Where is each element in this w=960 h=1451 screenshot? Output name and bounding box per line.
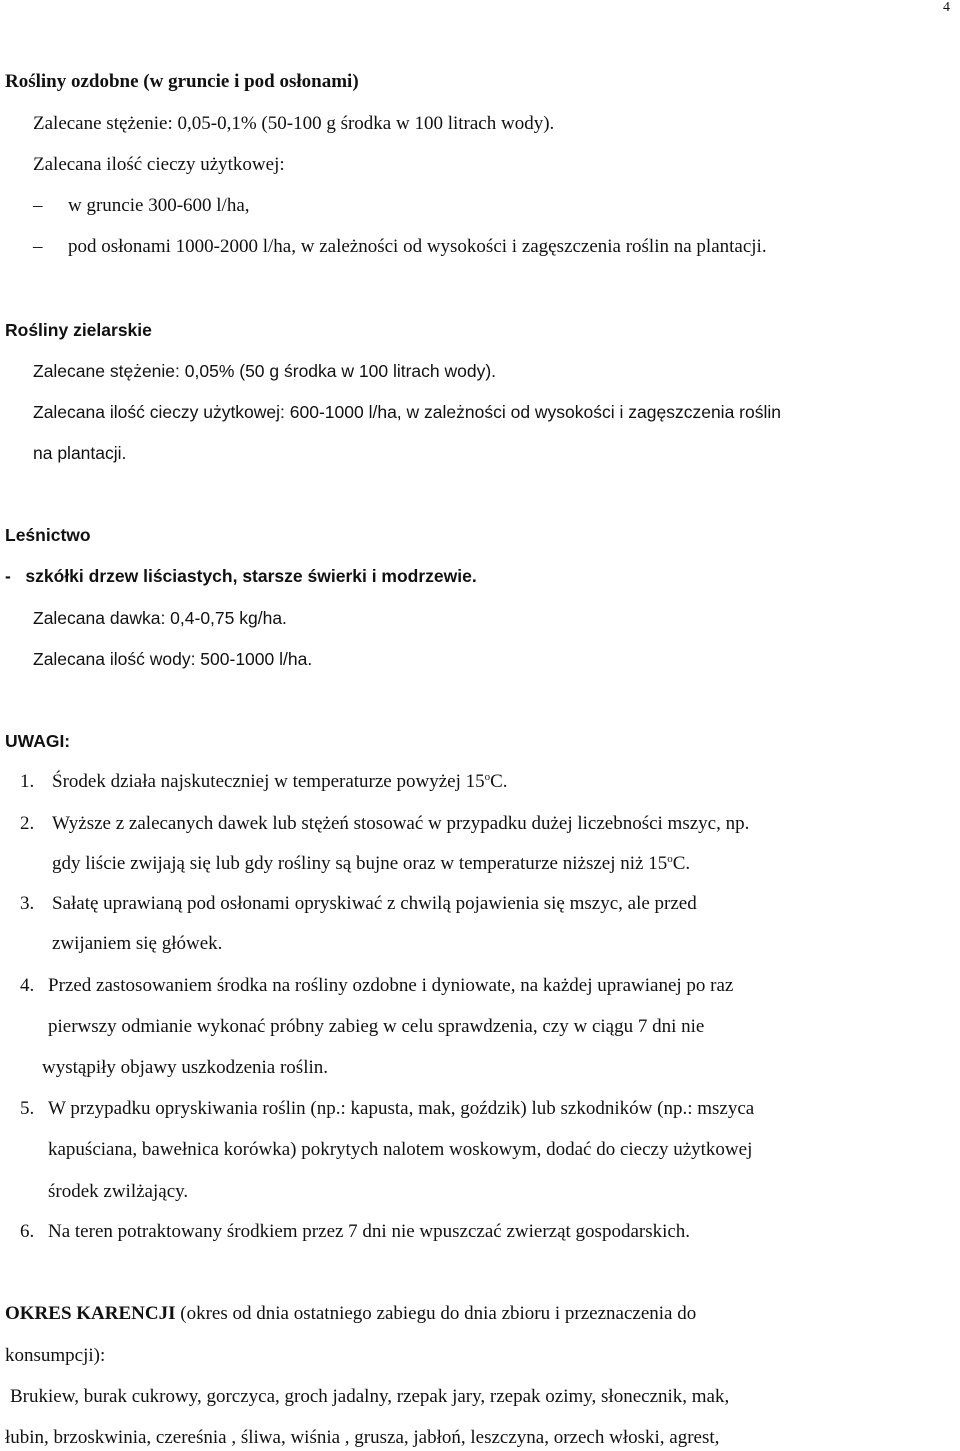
page-number: 4 — [943, 0, 950, 15]
remark-6-line1: Na teren potraktowany środkiem przez 7 dni nie wpuszczać zwierząt gospodarskich. — [48, 1221, 691, 1242]
remark-number: 6. — [20, 1221, 35, 1242]
remark-4-line3: wystąpiły objawy uszkodzenia roślin. — [42, 1057, 329, 1078]
remark-4-line2: pierwszy odmianie wykonać próbny zabieg w celu sprawdzenia, czy w ciągu 7 dni nie — [48, 1016, 705, 1037]
remark-1: Środek działa najskuteczniej w temperaturze powyżej 15$^o$C. — [52, 771, 508, 792]
remark-number: 4. — [20, 975, 35, 996]
remark-5-line3: środek zwilżający. — [48, 1181, 189, 1202]
remark-4-line1: Przed zastosowaniem środka na rośliny ozdobne i dyniowate, na każdej uprawianej po raz — [48, 975, 734, 996]
forestry-item: - szkółki drzew liściastych, starsze świerki i modrzewie. — [5, 566, 477, 586]
remark-number: 3. — [20, 893, 35, 914]
herbs-heading: Rośliny zielarskie — [5, 320, 152, 340]
ornamental-liquid-intro: Zalecana ilość cieczy użytkowej: — [33, 154, 285, 175]
ornamental-heading: Rośliny ozdobne (w gruncie i pod osłonami) — [5, 71, 359, 92]
remark-number: 5. — [20, 1098, 35, 1119]
herbs-liquid-line1: Zalecana ilość cieczy użytkowej: 600-1000 l/ha, w zależności od wysokości i zagęszczenia roślin — [33, 402, 781, 422]
ornamental-concentration: Zalecane stężenie: 0,05-0,1% (50-100 g środka w 100 litrach wody). — [33, 113, 555, 134]
remarks-heading: UWAGI: — [5, 731, 71, 751]
dash-item — [33, 194, 250, 218]
herbs-liquid-line2: na plantacji. — [33, 443, 127, 463]
herbs-concentration: Zalecane stężenie: 0,05% (50 g środka w 100 litrach wody). — [33, 361, 497, 381]
forestry-water: Zalecana ilość wody: 500-1000 l/ha. — [33, 649, 313, 669]
remark-3-line2: zwijaniem się główek. — [52, 933, 223, 954]
dash-bullet: – — [33, 195, 43, 216]
remark-5-line2: kapuściana, bawełnica korówka) pokrytych nalotem woskowym, dodać do cieczy użytkowej — [48, 1139, 753, 1160]
dash-item-text: w gruncie 300-600 l/ha, — [68, 195, 250, 216]
remark-3-line1: Sałatę uprawianą pod osłonami opryskiwać z chwilą pojawienia się mszyc, ale przed — [52, 893, 697, 914]
remark-number: 2. — [20, 813, 35, 834]
waiting-period-crops-line1: Brukiew, burak cukrowy, gorczyca, groch jadalny, rzepak jary, rzepak ozimy, słonecznik, mak, — [10, 1386, 730, 1407]
forestry-heading: Leśnictwo — [5, 525, 91, 545]
waiting-period-heading: OKRES KARENCJI (okres od dnia ostatniego zabiegu do dnia zbioru i przeznaczenia do — [5, 1303, 697, 1324]
remark-2-line1: Wyższe z zalecanych dawek lub stężeń stosować w przypadku dużej liczebności mszyc, np. — [52, 813, 750, 834]
remark-5-line1: W przypadku opryskiwania roślin (np.: kapusta, mak, goździk) lub szkodników (np.: mszyca — [48, 1098, 755, 1119]
waiting-period-crops-line2: łubin, brzoskwinia, czereśnia , śliwa, wiśnia , grusza, jabłoń, leszczyna, orzech włoski, agrest, — [5, 1427, 720, 1448]
dash-bullet: – — [33, 236, 43, 257]
dash-item-text: pod osłonami 1000-2000 l/ha, w zależności od wysokości i zagęszczenia roślin na plantacji. — [68, 236, 767, 257]
remark-2-line2: gdy liście zwijają się lub gdy rośliny są bujne oraz w temperaturze niższej niż 15$^o$C. — [52, 853, 691, 874]
remark-number: 1. — [20, 771, 35, 792]
dash-item — [33, 235, 767, 259]
waiting-period-heading-line2: konsumpcji): — [5, 1345, 106, 1366]
forestry-dose: Zalecana dawka: 0,4-0,75 kg/ha. — [33, 608, 287, 628]
